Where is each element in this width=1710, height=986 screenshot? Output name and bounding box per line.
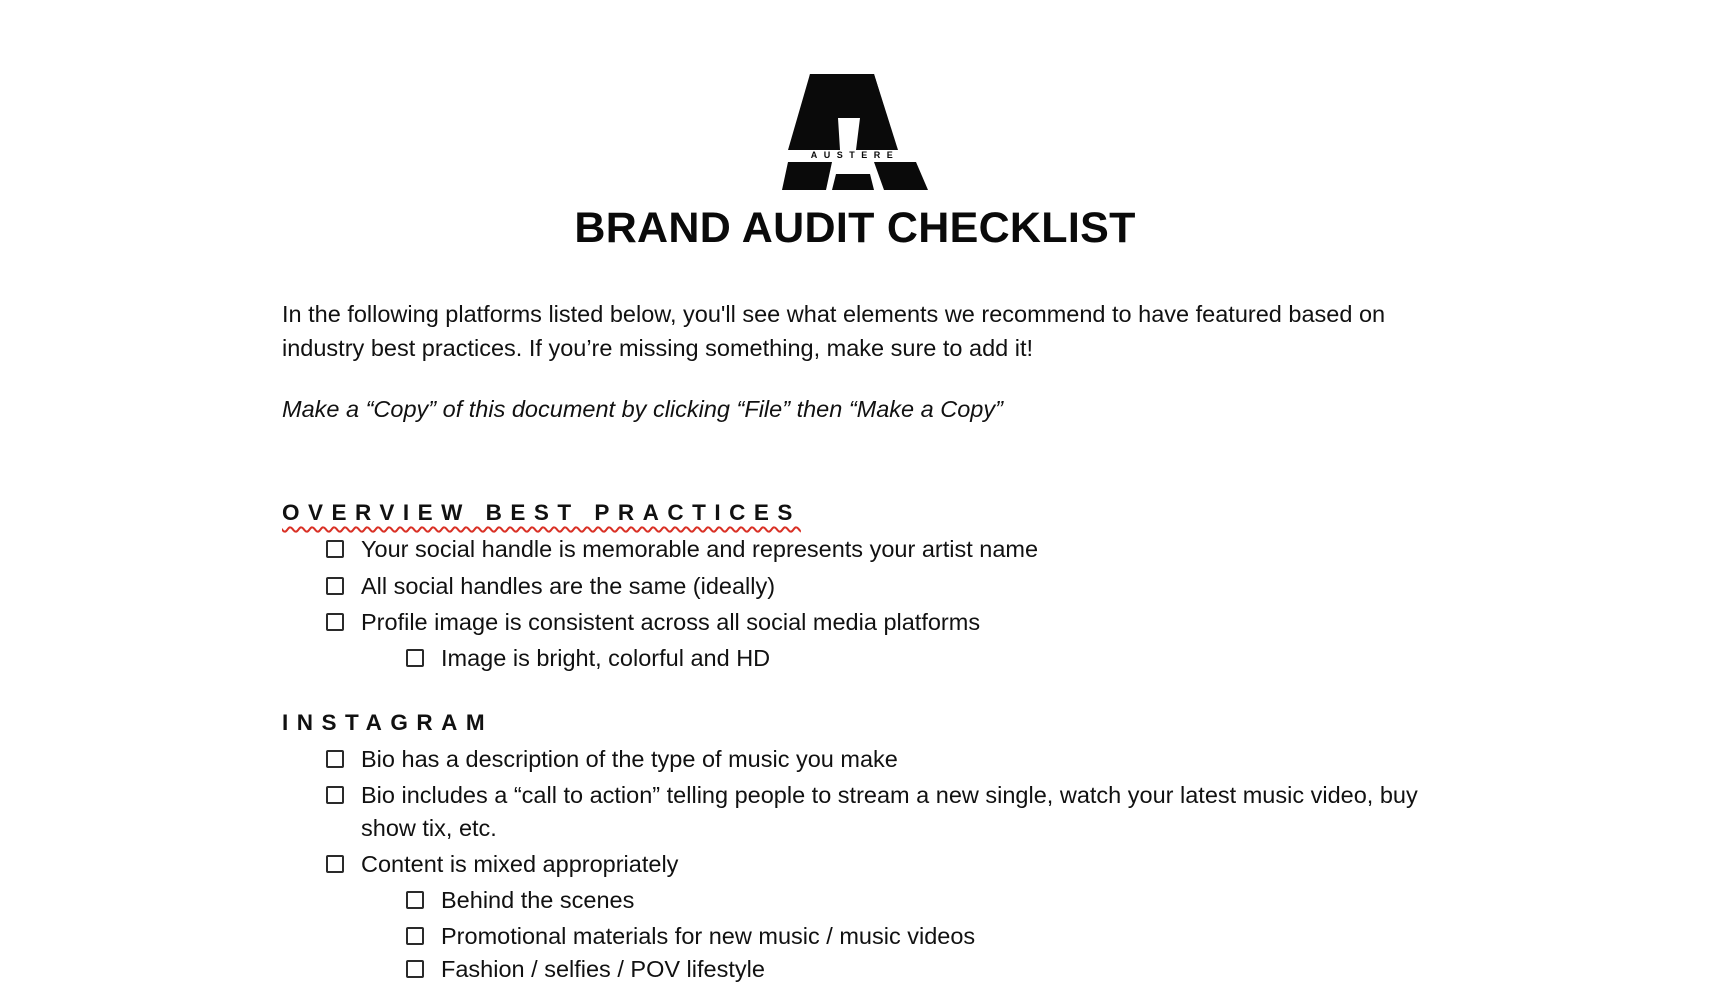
checklist-item-label: Image is bright, colorful and HD	[441, 645, 771, 671]
checklist-item	[326, 779, 1471, 845]
checklist-subitem	[406, 884, 634, 917]
checkbox[interactable]	[326, 750, 344, 768]
checklist-subitem	[406, 953, 765, 986]
checklist-item-label: Fashion / selfies / POV lifestyle	[441, 956, 765, 982]
checklist-subitem	[406, 642, 770, 675]
checkbox[interactable]	[326, 855, 344, 873]
intro-paragraph: In the following platforms listed below, you'll see what elements we recommend to have featured based on industry best practices. If you’re missing something, make sure to add it!	[282, 301, 1386, 361]
checklist-item-label: Profile image is consistent across all social media platforms	[361, 609, 981, 635]
checklist-item-label: Content is mixed appropriately	[361, 851, 679, 877]
logo-text: AUSTERE	[810, 150, 900, 160]
checkbox[interactable]	[326, 577, 344, 595]
checkbox[interactable]	[406, 960, 424, 978]
checkbox[interactable]	[326, 540, 344, 558]
checklist-item-label: Bio has a description of the type of music you make	[361, 746, 898, 772]
section-heading-instagram: INSTAGRAM	[282, 710, 494, 735]
checklist-subitem	[406, 920, 975, 953]
checklist-item-label: Behind the scenes	[441, 887, 635, 913]
section-heading-overview: OVERVIEW BEST PRACTICES	[282, 500, 801, 525]
checkbox[interactable]	[406, 927, 424, 945]
checklist-item-label: Bio includes a “call to action” telling people to stream a new single, watch your latest music video, buy show tix, etc.	[361, 782, 1418, 841]
checkbox[interactable]	[406, 649, 424, 667]
document-title: BRAND AUDIT CHECKLIST	[574, 204, 1136, 252]
austere-logo	[782, 74, 928, 190]
checklist-item	[326, 533, 1038, 566]
checklist-item-label: Your social handle is memorable and represents your artist name	[361, 536, 1039, 562]
checkbox[interactable]	[326, 613, 344, 631]
checklist-item	[326, 848, 678, 881]
checklist-item-label: All social handles are the same (ideally)	[361, 573, 776, 599]
checklist-item	[326, 570, 775, 603]
checklist-item-label: Promotional materials for new music / music videos	[441, 923, 976, 949]
copy-instruction: Make a “Copy” of this document by clicking “File” then “Make a Copy”	[282, 396, 1003, 422]
checkbox[interactable]	[406, 891, 424, 909]
checklist-item	[326, 606, 980, 639]
checklist-item	[326, 743, 898, 776]
checkbox[interactable]	[326, 786, 344, 804]
